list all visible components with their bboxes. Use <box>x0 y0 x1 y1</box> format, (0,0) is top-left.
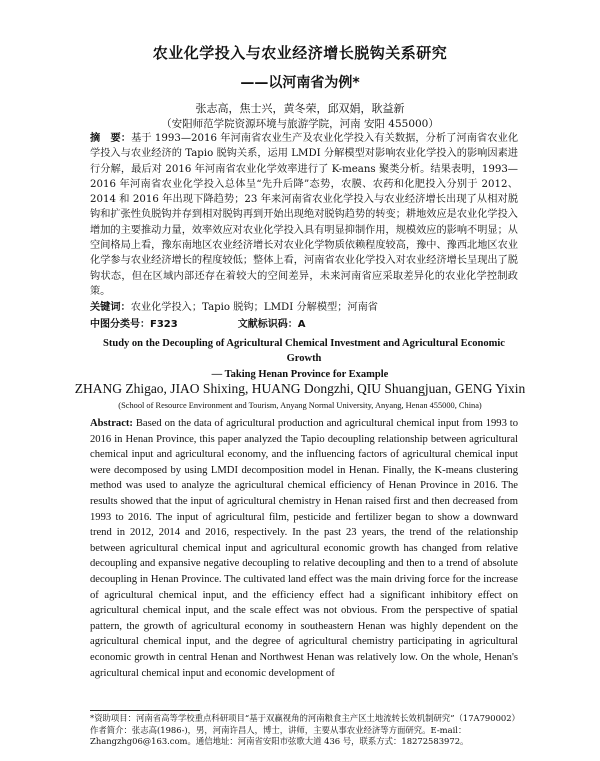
english-subtitle: — Taking Henan Province for Example <box>211 369 389 380</box>
chinese-abstract-text: 基于 1993—2016 年河南省农业生产及农业化学投入有关数据，分析了河南省农业化学投入与农业经济的 Tapio 脱钩关系，运用 LMDI 分解模型对影响农业化学投入的影响因素进行分解，最后对 2016 年河南省农业化学效率进行了 K-means 聚类分析。结果表明，1993—2016 年河南省农业化学投入总体呈“先升后降”态势，农膜、农药和化肥投入分别于 2012、2014 和 2016 年出现下降趋势；23 年来河南省农业化学投入与农业经济增长出现了从相对脱钩和扩张性负脱钩并存到相对脱钩再到开始出现绝对脱钩趋势的转变；耕地效应是农业化学投入增加的主要推动力量，效率效应对农业化学投入具有明显抑制作用，规模效应的影响不明显；从空间格局上看，豫东南地区农业经济增长对农业化学物质依赖程度较高，豫中、豫西北地区农业化学参与农业经济增长的程度较低；整体上看，河南省农业化学投入对农业经济增长呈现出了脱钩状态，但在区域内部还存在着较大的空间差异，未来河南省应采取差异化的农业化学控制政策。 <box>90 133 519 297</box>
classification-line <box>90 318 518 332</box>
english-title: Study on the Decoupling of Agricultural Chemical Investment and Agricultural Economic Growth <box>103 338 505 364</box>
english-abstract-text: Based on the data of agricultural production and agricultural chemical input from 1993 to 2016 in Henan Province, this paper analyzed the Tapio decoupling relationship between agricultural chemical input and agricultural economy, and the influencing factors of agricultural chemical input were decomposed by using LMDI decomposition model in Henan. Finally, the K-means clustering method was used to analyze the agricultural chemical efficiency of Henan Province in 2016. The results showed that the input of agricultural chemistry in Henan raised first and then decreased from 1993 to 2016. The input of agricultural film, pesticide and fertilizer began to show a downward trend in 2012, 2014 and 2016, respectively. In the past 23 years, the trend of the relationship between agricultural chemical input and agricultural economic growth has changed from relative decoupling and expansive negative decoupling to relative decoupling and then to a trend of absolute decoupling in Henan Province. The cultivated land effect was the main driving force for the increase of agricultural chemical input, and the efficiency effect had a significant inhibitory effect on agricultural chemical input, and the scale effect was not obvious. From the perspective of spatial pattern, the growth of agricultural economy in southeastern Henan was highly dependent on the agricultural chemical input, and the degree of agricultural chemistry participating in agricultural economic growth in central Henan and Northwest Henan was relatively low. On the whole, Henan's agricultural chemical input and economic development of <box>90 418 519 679</box>
footnote-funding: *资助项目：河南省高等学校重点科研项目“基于双赢视角的河南粮食主产区土地流转长效机制研究”（17A790002） <box>90 713 520 723</box>
english-authors: ZHANG Zhigao, JIAO Shixing, HUANG Dongzhi, QIU Shuangjuan, GENG Yixin <box>74 381 526 396</box>
footnote-rule <box>90 710 200 711</box>
chinese-abstract <box>90 131 518 299</box>
chinese-title: 农业化学投入与农业经济增长脱钩关系研究 <box>152 44 448 62</box>
footnote <box>90 713 520 748</box>
document-code-value: A <box>297 319 306 330</box>
chinese-authors: 张志高，焦士兴，黄冬荣，邱双娟，耿益新 <box>195 102 405 115</box>
chinese-subtitle: ——以河南省为例* <box>240 75 360 91</box>
footnote-contact: Zhangzhg06@163.com。通信地址：河南省安阳市弦歌大道 436 号，联系方式：18272583972。 <box>90 736 469 746</box>
chinese-affiliation: （安阳师范学院资源环境与旅游学院，河南 安阳 455000） <box>161 118 439 130</box>
chinese-keywords-text: 农业化学投入；Tapio 脱钩；LMDI 分解模型；河南省 <box>130 302 378 313</box>
chinese-keywords <box>90 301 518 315</box>
footnote-author-bio: 作者简介：张志高(1986-)，男，河南许昌人，博士，讲师，主要从事农业经济等方面研究。E-mail： <box>90 724 467 735</box>
chinese-abstract-label: 摘 要： <box>90 133 132 144</box>
classification-value: F323 <box>150 319 178 330</box>
classification-label: 中图分类号： <box>90 319 150 330</box>
chinese-keywords-label: 关键词： <box>90 302 131 313</box>
english-affiliation: (School of Resource Environment and Tourism, Anyang Normal University, Anyang, Henan 455000, China) <box>118 401 482 410</box>
document-code-label: 文献标识码： <box>237 319 298 330</box>
english-abstract-label: Abstract: <box>90 418 133 429</box>
english-abstract <box>90 416 518 681</box>
